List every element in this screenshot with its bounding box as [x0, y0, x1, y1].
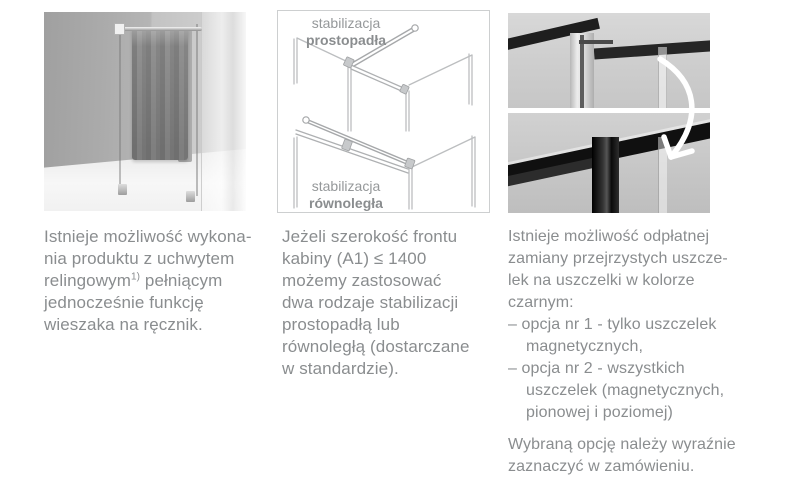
label-line-bold: prostopadła [305, 32, 387, 48]
glass-bottom-bracket [186, 191, 195, 202]
rail-clamp [114, 23, 125, 35]
text-line: Istnieje możliwość wykona- [44, 227, 252, 246]
order-note-paragraph [508, 434, 736, 478]
text-line: możemy zastosować [282, 271, 442, 290]
seal-color-photos [508, 13, 710, 213]
option-1-line: – opcja nr 1 - tylko uszczelek [508, 316, 717, 333]
footnote-marker: 1) [130, 271, 141, 283]
label-line: stabilizacja [311, 178, 381, 194]
transparent-seals-photo [508, 13, 710, 108]
towel-rail [117, 27, 202, 31]
text-line: czarnym: [508, 294, 574, 311]
black-seals-paragraph [508, 226, 728, 424]
option-2-line: – opcja nr 2 - wszystkich [508, 360, 685, 377]
text-line: Istnieje możliwość odpłatnej [508, 228, 710, 245]
option-2-line: pionowej i poziomej) [526, 404, 673, 421]
stabilization-diagram [277, 10, 490, 213]
glass-edge-left [119, 26, 121, 186]
text-line: nia produktu z uchwytem [44, 249, 235, 268]
black-seals-photo [508, 113, 710, 213]
label-line: stabilizacja [311, 15, 381, 31]
stabilization-paragraph [282, 226, 470, 380]
text-line: jednocześnie funkcję [44, 293, 204, 312]
seal-profile-core [579, 35, 584, 108]
glass-edge-highlight [658, 47, 667, 108]
label-line-bold: równoległa [309, 195, 383, 211]
text-line: Wybraną opcję należy wyraźnie [508, 436, 736, 453]
glass-edge-right [196, 24, 198, 196]
text-line: kabiny (A1) ≤ 1400 [282, 249, 427, 268]
towel-rail-paragraph [44, 226, 252, 336]
text-line: wieszaka na ręcznik. [44, 315, 203, 334]
rod-end-cap [412, 25, 418, 31]
rod-end-cap [303, 117, 309, 123]
text-line: relingowym$^{1)}$ pełniącym [44, 271, 223, 290]
glass-side-panel [201, 12, 246, 211]
rod-clamp [343, 57, 354, 69]
text-line: dwa rodzaje stabilizacji [282, 293, 459, 312]
option-2-line: uszczelek (magnetycznych, [526, 382, 725, 399]
text-line: równoległą (dostarczane [282, 337, 470, 356]
rod-clamp [405, 158, 416, 169]
seal-profile-cap [579, 40, 613, 44]
perpendicular-stabilization-label [286, 15, 406, 49]
parallel-stabilization-label [286, 178, 406, 212]
rod-clamp [400, 84, 410, 94]
text-line: lek na uszczelki w kolorze [508, 272, 695, 289]
towel [132, 28, 188, 160]
glass-bottom-bracket [118, 184, 127, 195]
text-line: Jeżeli szerokość frontu [282, 227, 458, 246]
glass-edge-highlight [658, 137, 667, 213]
text-line: zamiany przejrzystych uszcze- [508, 250, 728, 267]
text-line: zaznaczyć w zamówieniu. [508, 458, 695, 475]
black-vertical-seal [592, 137, 619, 213]
option-1-line: magnetycznych, [526, 338, 644, 355]
shower-towel-photo [44, 12, 246, 211]
text-line: prostopadłą lub [282, 315, 400, 334]
text-line: w standardzie). [282, 359, 399, 378]
